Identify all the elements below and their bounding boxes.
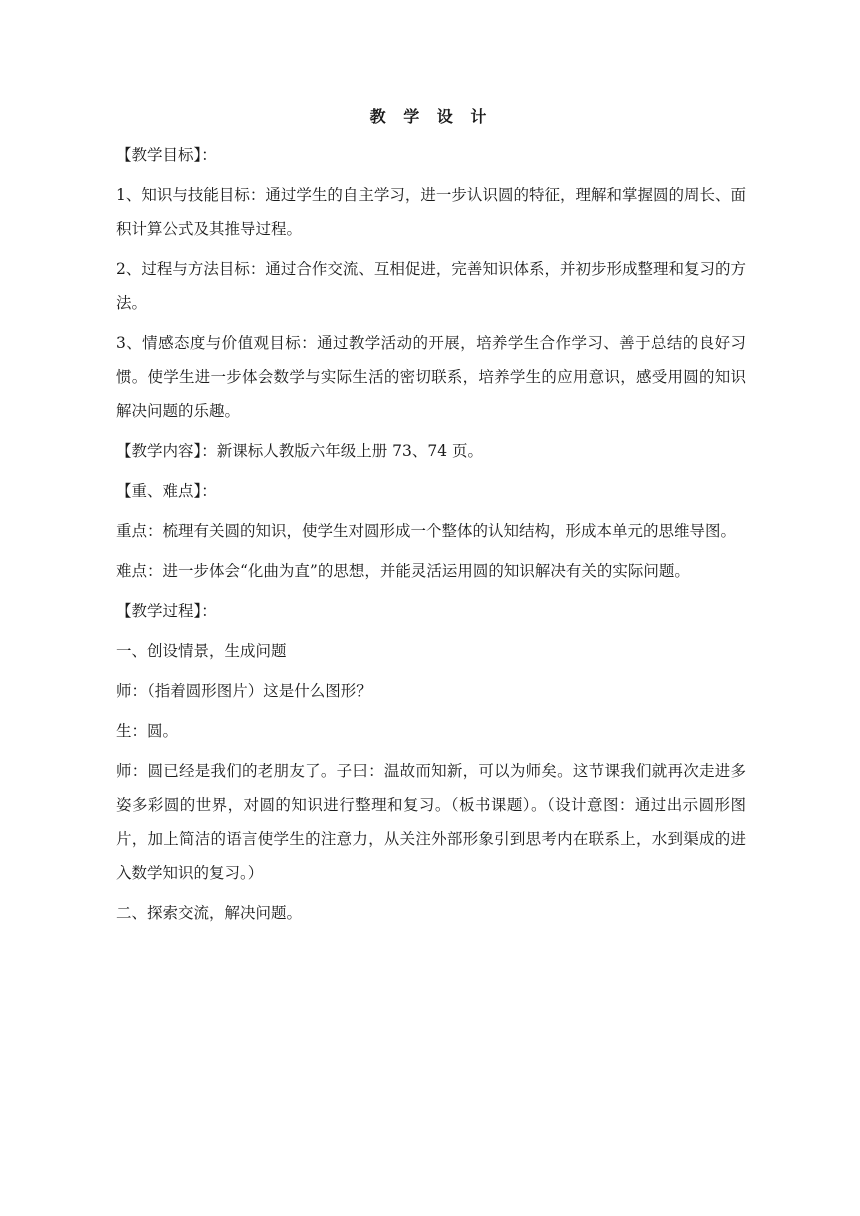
dialogue-teacher-2: 师：圆已经是我们的老朋友了。子曰：温故而知新，可以为师矣。这节课我们就再次走进多姿多彩圆的世界，对圆的知识进行整理和复习。（板书课题）。（设计意图：通过出示圆形图片，加上简洁的语言使学生的注意力，从关注外部形象引到思考内在联系上，水到渠成的进入数学知识的复习。） [116, 762, 746, 882]
section-heading-key-points: 【重、难点】： [116, 482, 217, 500]
dialogue-student-1: 生：圆。 [116, 722, 179, 740]
step-one-heading: 一、创设情景，生成问题 [116, 642, 287, 660]
document-body [116, 100, 746, 936]
section-heading-process: 【教学过程】： [116, 602, 217, 620]
dialogue-teacher-1: 师：（指着圆形图片）这是什么图形？ [116, 682, 372, 700]
objective-knowledge: 1、知识与技能目标：通过学生的自主学习，进一步认识圆的特征，理解和掌握圆的周长、面积计算公式及其推导过程。 [116, 186, 746, 238]
key-point: 重点：梳理有关圆的知识，使学生对圆形成一个整体的认知结构，形成本单元的思维导图。 [116, 522, 737, 540]
objective-process: 2、过程与方法目标：通过合作交流、互相促进，完善知识体系，并初步形成整理和复习的方法。 [116, 260, 746, 312]
objective-attitude: 3、情感态度与价值观目标：通过教学活动的开展，培养学生合作学习、善于总结的良好习惯。使学生进一步体会数学与实际生活的密切联系，培养学生的应用意识，感受用圆的知识解决问题的乐趣。 [116, 334, 746, 420]
document-title: 教 学 设 计 [369, 107, 493, 126]
section-heading-objectives: 【教学目标】： [116, 146, 217, 164]
step-two-heading: 二、探索交流，解决问题。 [116, 904, 303, 922]
section-teaching-content: 【教学内容】：新课标人教版六年级上册 73、74 页。 [116, 442, 484, 460]
difficult-point: 难点：进一步体会“化曲为直”的思想，并能灵活运用圆的知识解决有关的实际问题。 [116, 562, 690, 580]
